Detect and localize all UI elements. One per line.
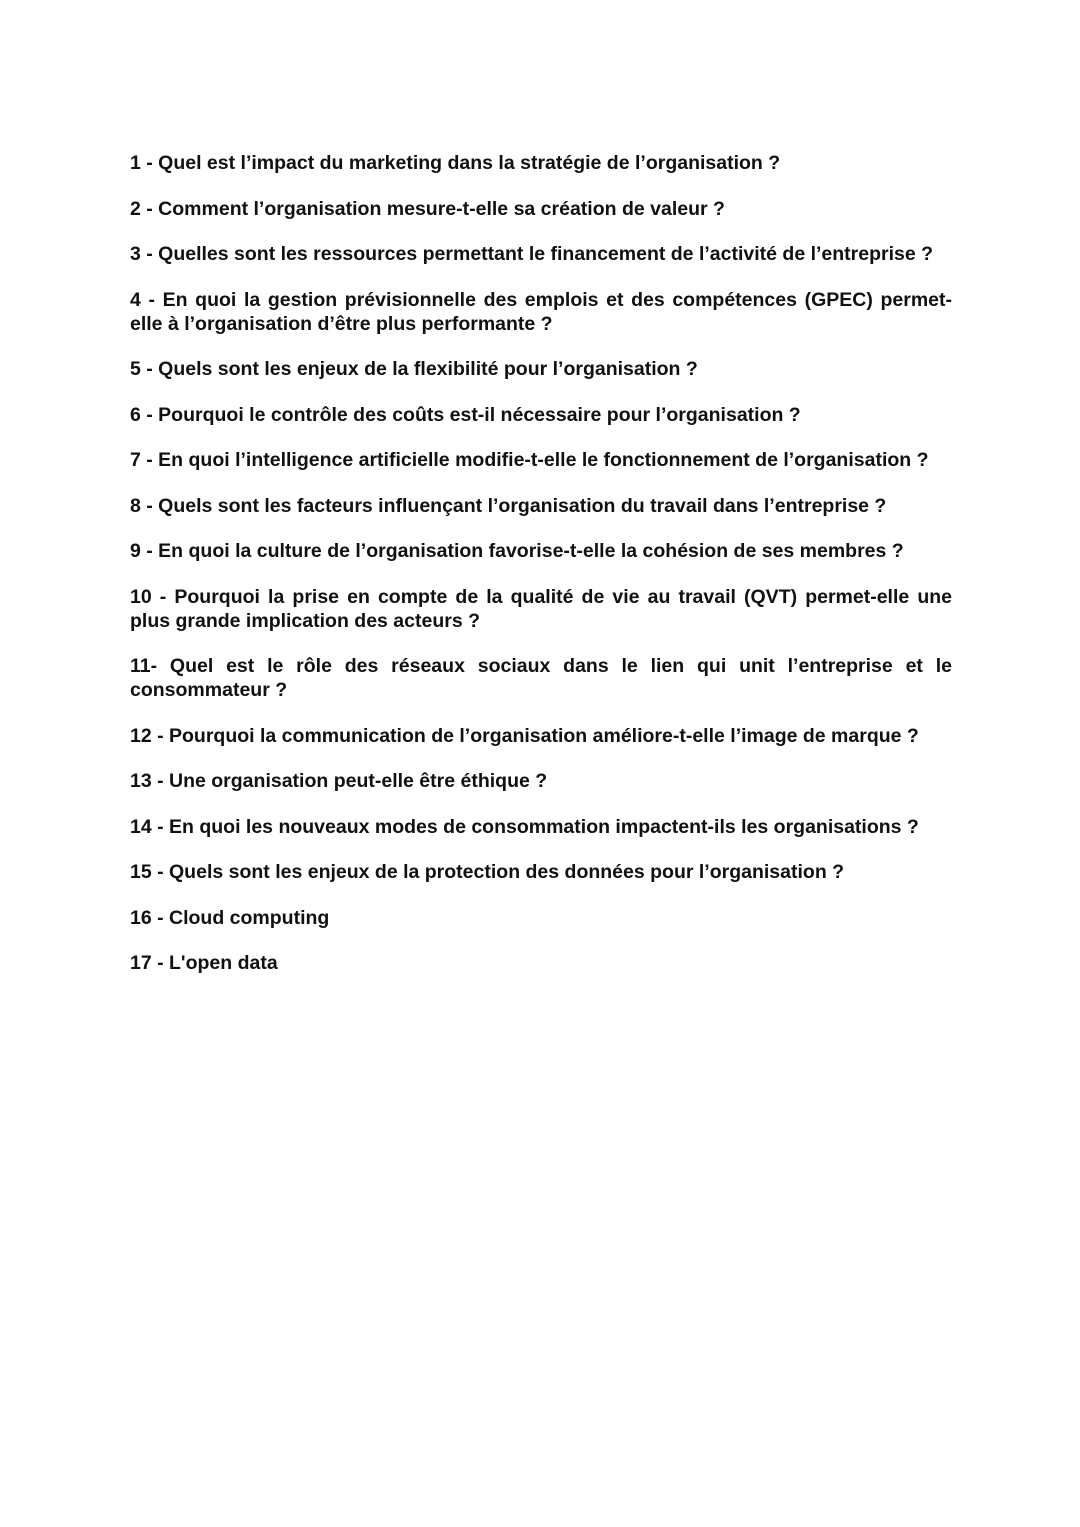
question-item: 3 - Quelles sont les ressources permettant le financement de l’activité de l’entreprise ? xyxy=(130,243,934,265)
question-item: 11- Quel est le rôle des réseaux sociaux dans le lien qui unit l’entreprise et le consommateur ? xyxy=(130,655,952,701)
question-item: 15 - Quels sont les enjeux de la protection des données pour l’organisation ? xyxy=(130,861,845,883)
question-item: 16 - Cloud computing xyxy=(130,906,330,929)
question-item: 12 - Pourquoi la communication de l’organisation améliore-t-elle l’image de marque ? xyxy=(130,724,919,747)
question-item: 2 - Comment l’organisation mesure-t-elle sa création de valeur ? xyxy=(130,197,725,220)
question-item: 4 - En quoi la gestion prévisionnelle des emplois et des compétences (GPEC) permet-elle à l’organisation d’être plus performante ? xyxy=(130,288,952,335)
question-item: 7 - En quoi l’intelligence artificielle modifie-t-elle le fonctionnement de l’organisation ? xyxy=(130,449,929,471)
question-item: 13 - Une organisation peut-elle être éthique ? xyxy=(130,770,548,792)
question-item: 6 - Pourquoi le contrôle des coûts est-il nécessaire pour l’organisation ? xyxy=(130,403,801,426)
question-list xyxy=(130,151,952,997)
question-item: 17 - L'open data xyxy=(130,952,278,974)
question-item: 14 - En quoi les nouveaux modes de consommation impactent-ils les organisations ? xyxy=(130,815,919,838)
question-item: 10 - Pourquoi la prise en compte de la qualité de vie au travail (QVT) permet-elle une plus grande implication des acteurs ? xyxy=(130,585,952,632)
question-item: 8 - Quels sont les facteurs influençant l’organisation du travail dans l’entreprise ? xyxy=(130,494,887,517)
question-item: 1 - Quel est l’impact du marketing dans la stratégie de l’organisation ? xyxy=(130,152,781,174)
question-item: 5 - Quels sont les enjeux de la flexibilité pour l’organisation ? xyxy=(130,358,698,380)
question-item: 9 - En quoi la culture de l’organisation favorise-t-elle la cohésion de ses membres ? xyxy=(130,540,904,562)
